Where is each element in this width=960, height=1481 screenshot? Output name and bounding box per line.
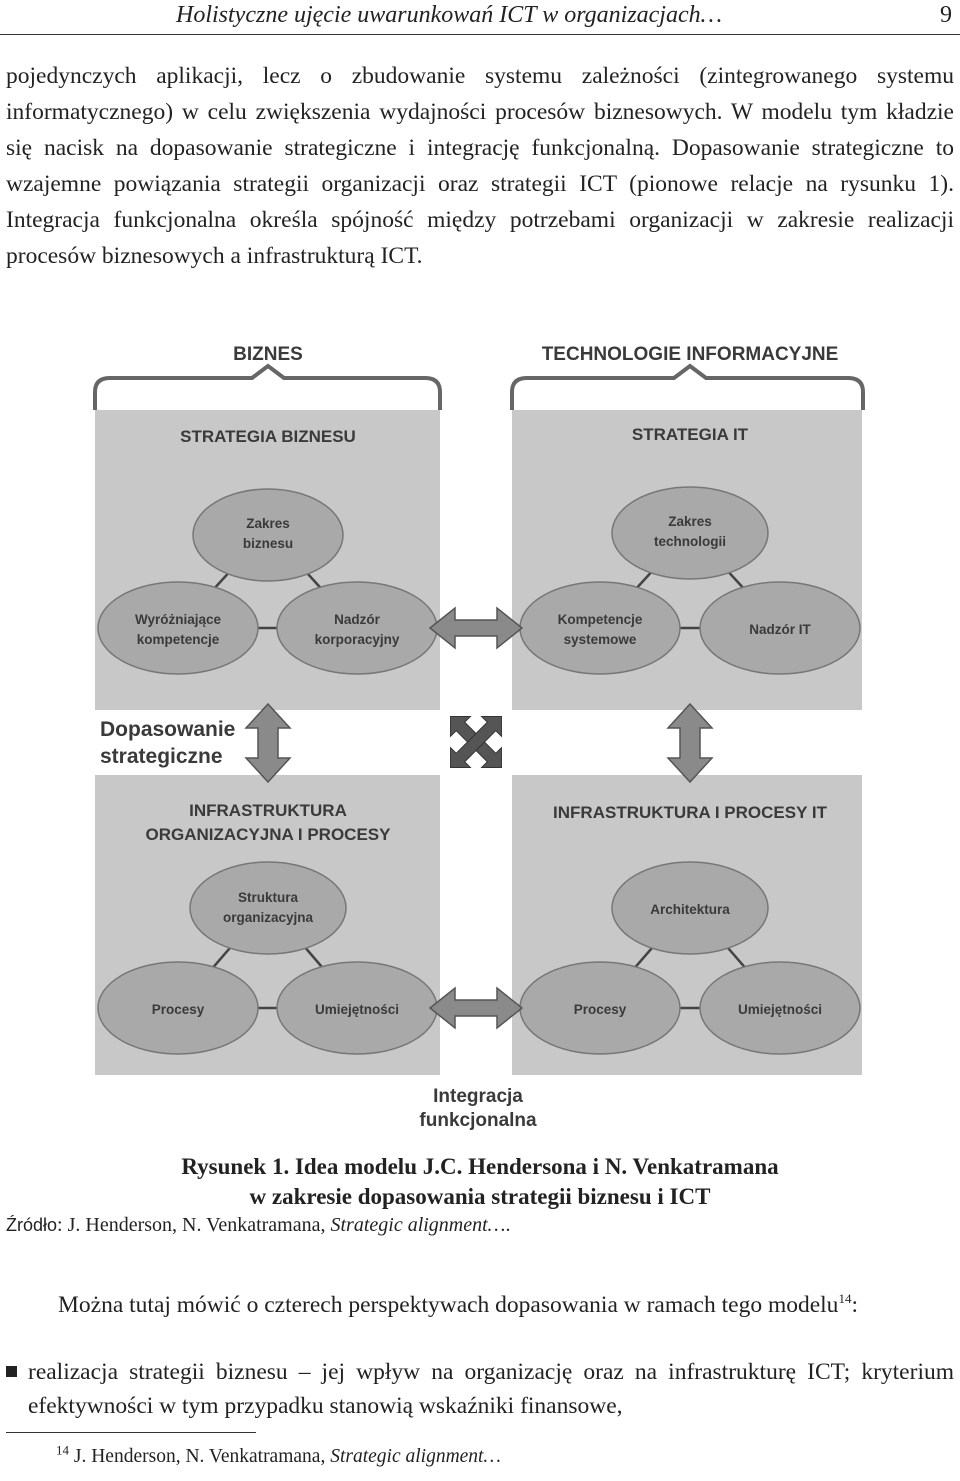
functional-integration-label: funkcjonalna	[419, 1110, 537, 1131]
ellipse-label: kompetencje	[136, 632, 220, 647]
vertical-arrow-left	[246, 704, 290, 782]
ellipse-corporate-governance	[277, 582, 437, 674]
footnote-title: Strategic alignment…	[330, 1446, 501, 1467]
strategic-fit-label: strategiczne	[100, 745, 223, 768]
square-bullet-icon	[6, 1366, 17, 1377]
ellipse-label: Umiejętności	[737, 1002, 823, 1017]
ellipse-label: Wyróżniające	[134, 612, 222, 627]
box-title: ORGANIZACYJNA I PROCESY	[145, 825, 391, 844]
figure-caption-line-2: w zakresie dopasowania strategii biznesu i ICT	[249, 1184, 711, 1209]
cross-arrows	[441, 707, 512, 778]
horizontal-arrow-bottom	[430, 988, 522, 1028]
horizontal-arrow-top	[430, 608, 522, 648]
source-label: Źródło	[6, 1215, 58, 1235]
paragraph-2-text: Można tutaj mówić o czterech perspektywach dopasowania w ramach tego modelu	[58, 1292, 839, 1318]
strategic-fit-label: Dopasowanie	[100, 718, 236, 741]
figure-henderson-venkatraman-model	[0, 330, 960, 1140]
ellipse-technology-scope	[612, 487, 768, 579]
ellipse-label: systemowe	[563, 632, 637, 647]
footnote	[56, 1442, 501, 1468]
model-diagram	[0, 330, 960, 1140]
ellipse-label: Zakres	[246, 516, 290, 531]
box-title: STRATEGIA IT	[631, 425, 749, 444]
page-number: 9	[940, 2, 952, 28]
source-authors: : J. Henderson, N. Venkatramana,	[57, 1214, 331, 1236]
bullet-item	[6, 1355, 954, 1423]
ellipse-organizational-structure	[190, 862, 346, 954]
vertical-arrow-right	[668, 704, 712, 782]
left-domain-label: BIZNES	[233, 344, 303, 365]
box-title: STRATEGIA BIZNESU	[180, 427, 356, 446]
ellipse-label: Zakres	[668, 514, 712, 529]
footnote-separator	[6, 1432, 256, 1433]
ellipse-label: Procesy	[151, 1002, 205, 1017]
source-title: Strategic alignment…	[330, 1214, 506, 1236]
paragraph-2-tail: :	[851, 1292, 858, 1318]
ellipse-label: Nadzór	[334, 612, 380, 627]
right-brace	[512, 366, 863, 410]
running-title: Holistyczne ujęcie uwarunkowań ICT w organizacjach…	[176, 2, 722, 28]
page-header	[0, 0, 960, 35]
body-paragraph-1: pojedynczych aplikacji, lecz o zbudowanie systemu zależności (zintegrowanego systemu informatycznego) w celu zwiększenia wydajności procesów biznesowych. W modelu tym kładzie się nacisk na dopasowanie strategiczne i integrację funkcjonalną. Dopasowanie strategiczne to wzajemne powiązania strategii organizacji oraz strategii ICT (pionowe relacje na rysunku 1). Integracja funkcjonalna określa spójność między potrzebami organizacji w zakresie realizacji procesów biznesowych a infrastrukturą ICT.	[6, 63, 954, 269]
ellipse-label: biznesu	[242, 536, 294, 551]
right-domain-label: TECHNOLOGIE INFORMACYJNE	[541, 344, 839, 365]
ellipse-label: korporacyjny	[314, 632, 400, 647]
footnote-ref: 14	[838, 1291, 852, 1307]
body-paragraph-2	[6, 1287, 954, 1323]
ellipse-business-scope	[193, 489, 343, 581]
ellipse-label: Architektura	[650, 902, 730, 917]
ellipse-label: technologii	[654, 534, 726, 549]
footnote-authors: J. Henderson, N. Venkatramana,	[69, 1446, 331, 1467]
box-title: INFRASTRUKTURA I PROCESY IT	[553, 803, 827, 822]
ellipse-systemic-competencies	[520, 582, 680, 674]
bullet-text: realizacja strategii biznesu – jej wpływ na organizację oraz na infrastrukturę ICT; kryterium efektywności w tym przypadku stanowią wskaźniki finansowe,	[28, 1359, 954, 1419]
left-brace	[95, 366, 440, 410]
ellipse-label: Nadzór IT	[749, 622, 811, 637]
ellipse-label: Umiejętności	[314, 1002, 400, 1017]
ellipse-label: organizacyjna	[222, 910, 314, 925]
ellipse-label: Struktura	[237, 890, 299, 905]
ellipse-label: Kompetencje	[557, 612, 643, 627]
source-end: .	[505, 1214, 511, 1236]
ellipse-distinctive-competencies	[98, 582, 258, 674]
ellipse-label: Procesy	[573, 1002, 627, 1017]
box-title: INFRASTRUKTURA	[189, 801, 347, 820]
figure-caption-line-1: Rysunek 1. Idea modelu J.C. Hendersona i N. Venkatramana	[181, 1154, 779, 1179]
footnote-number: 14	[56, 1442, 69, 1458]
functional-integration-label: Integracja	[433, 1086, 523, 1107]
figure-source	[6, 1214, 510, 1237]
